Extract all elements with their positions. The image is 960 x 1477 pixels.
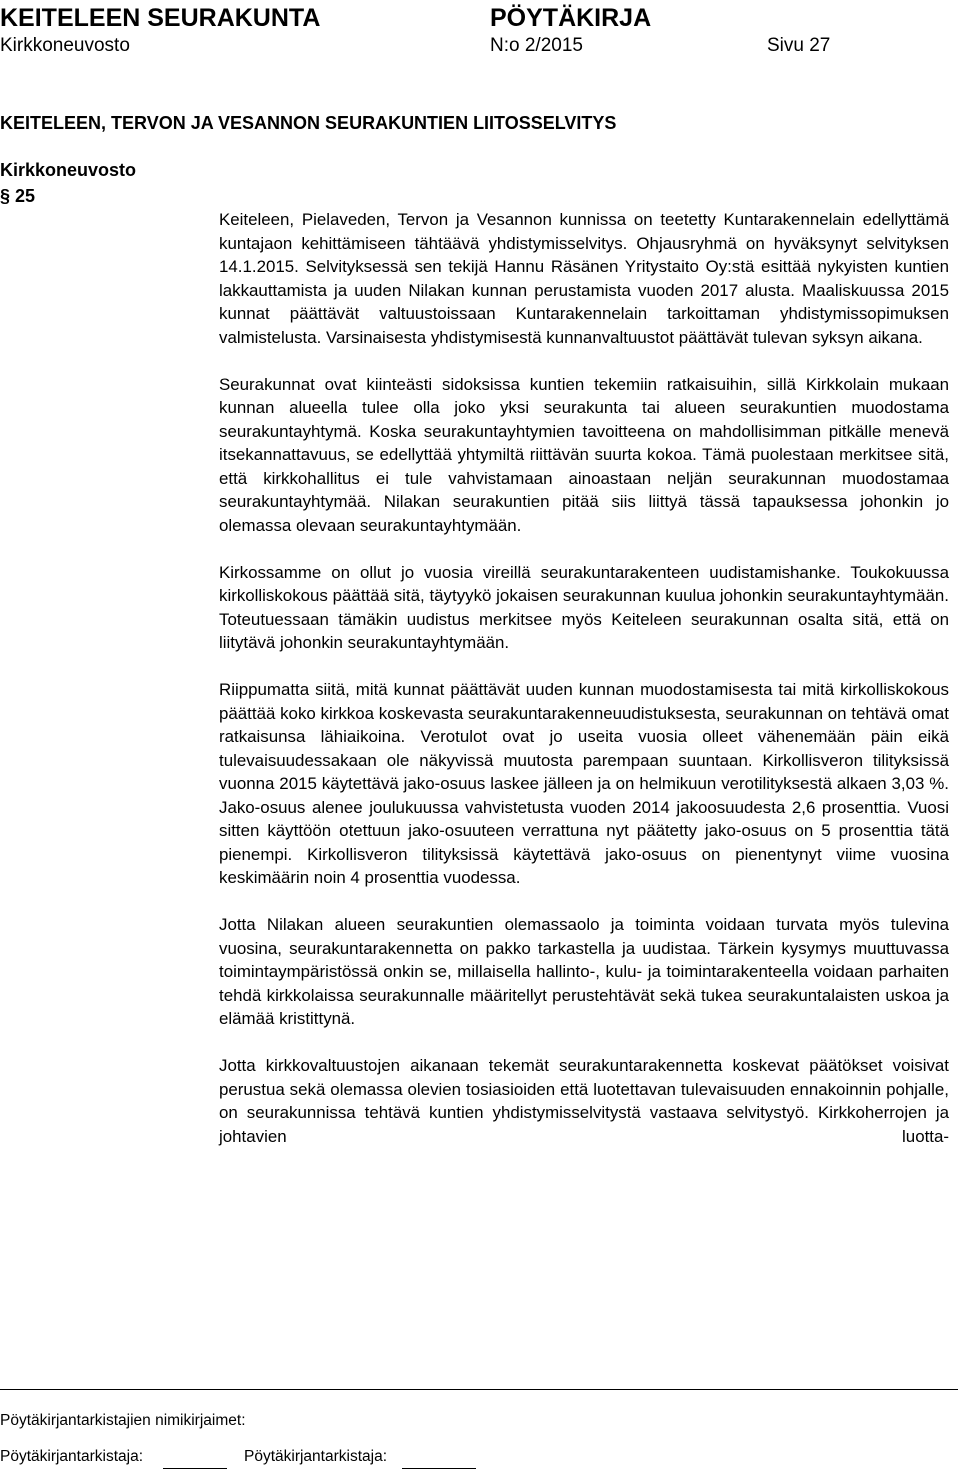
section-body-label: Kirkkoneuvosto xyxy=(0,160,137,180)
paragraph-1: Keiteleen, Pielaveden, Tervon ja Vesannon kunnissa on teetetty Kuntarakennelain edellyttämä kuntajaon kehittämiseen tähtäävä yhdistymisselvitys. Ohjausryhmä on hyväksynyt selvityksen 14.1.2015. Selvityksessä sen tekijä Hannu Räsänen Yritystaito Oy:stä esittää nykyisten kuntien lakkauttamista ja uuden Nilakan kunnan perustamista vuoden 2017 alusta. Maaliskuussa 2015 kunnat päättävät valtuustoissaan Kuntarakennelain tarkoittaman yhdistymissopimuksen valmistelusta. Varsinaisesta yhdistymisestä kunnanvaltuustot päättävät tulevan syksyn aikana. xyxy=(219,210,949,347)
header-number: N:o 2/2015 xyxy=(490,35,583,56)
footer-checker-2-signature-line xyxy=(402,1468,476,1469)
footer-divider xyxy=(0,1389,958,1390)
header-document-type: PÖYTÄKIRJA xyxy=(490,4,652,32)
paragraph-4: Riippumatta siitä, mitä kunnat päättävät uuden kunnan muodostamisesta tai mitä kirkolliskokous päättää koko kirkkoa koskevasta seurakuntarakenneuudistuksesta, seurakunnan on tehtävä omat ratkaisunsa lähiaikoina. Verotulot ovat jo useita vuosia olleet vähenemään päin eikä tulevaisuudessakaan ole näkyvissä muutosta parempaan suuntaan. Kirkollisveron tilityksissä vuonna 2015 käytettävä jako-osuus laskee jälleen ja on helmikuun verotilityksestä alkaen 3,03 %. Jako-osuus alenee joulukuussa vahvistetusta vuoden 2014 jakoosuudesta 2,6 prosenttia. Vuosi sitten käyttöön otettuun jako-osuuteen verrattuna nyt päätetty jako-osuus on 5 prosenttia tätä pienempi. Kirkollisveron tilityksissä käytettävä jako-osuus on pienentynyt viime vuosina keskimäärin noin 4 prosenttia vuodessa. xyxy=(219,680,949,887)
header-page-number: Sivu 27 xyxy=(767,35,831,56)
footer-checker-1-signature-line xyxy=(163,1468,227,1469)
section-title: KEITELEEN, TERVON JA VESANNON SEURAKUNTIEN LIITOSSELVITYS xyxy=(0,113,617,133)
footer-checker-2-label: Pöytäkirjantarkistaja: xyxy=(244,1448,388,1465)
paragraph-3: Kirkossamme on ollut jo vuosia vireillä seurakuntarakenteen uudistamishanke. Toukokuussa kirkolliskokous päättää sitä, täytyykö jokaisen seurakunnan kuulua johonkin seurakuntayhtymään. Toteutuessaan tämäkin uudistus merkitsee myös Keiteleen seurakunnan osalta sitä, että on liitytävä johonkin seurakuntayhtymään. xyxy=(219,562,949,652)
paragraph-2: Seurakunnat ovat kiinteästi sidoksissa kuntien tekemiin ratkaisuihin, sillä Kirkkolain mukaan kunnan alueella tulee olla joko yksi seurakunta tai alueen seurakuntien muodostama seurakuntayhtymä. Koska seurakuntayhtymien tavoitteena on mahdollisimman pitkälle menevä itsekannattavuus, se edellyttää yhtymiltä riittävän suurta kokoa. Tämä puolestaan merkitsee sitä, että kirkkohallitus ei tule vahvistamaan ainoastaan neljän seurakunnan muodostamaa seurakuntayhtymää. Nilakan seurakuntien pitää siis liittyä tässä tapauksessa johonkin jo olemassa olevaan seurakuntayhtymään. xyxy=(219,374,949,535)
paragraph-6: Jotta kirkkovaltuustojen aikanaan tekemät seurakuntarakennetta koskevat päätökset voisivat perustua sekä olemassa olevien tosiasioiden että luotettavan tulevaisuuden ennakoinnin pohjalle, on seurakunnissa tehtävä kuntien yhdistymisselvitystä vastaava selvitystyö. Kirkkoherrojen ja johtavien luotta- xyxy=(219,1056,949,1146)
minutes-body xyxy=(219,208,949,1172)
header-organization: KEITELEEN SEURAKUNTA xyxy=(0,4,321,32)
footer-checker-1-label: Pöytäkirjantarkistaja: xyxy=(0,1448,144,1465)
header-body: Kirkkoneuvosto xyxy=(0,35,130,56)
paragraph-5: Jotta Nilakan alueen seurakuntien olemassaolo ja toiminta voidaan turvata myös tulevina vuosina, seurakuntarakennetta on pakko tarkastella ja uudistaa. Tärkein kysymys muuttuvassa toimintaympäristössä onkin se, millaisella hallinto-, kulu- ja toimintarakenteella voidaan parhaiten tehdä kirkkolaissa seurakunnalle määritellyt perustehtävät sekä tukea seurakuntalaisten uskoa ja elämää kristittynä. xyxy=(219,915,949,1028)
footer-initials-label: Pöytäkirjantarkistajien nimikirjaimet: xyxy=(0,1412,246,1429)
section-number: § 25 xyxy=(0,186,36,206)
